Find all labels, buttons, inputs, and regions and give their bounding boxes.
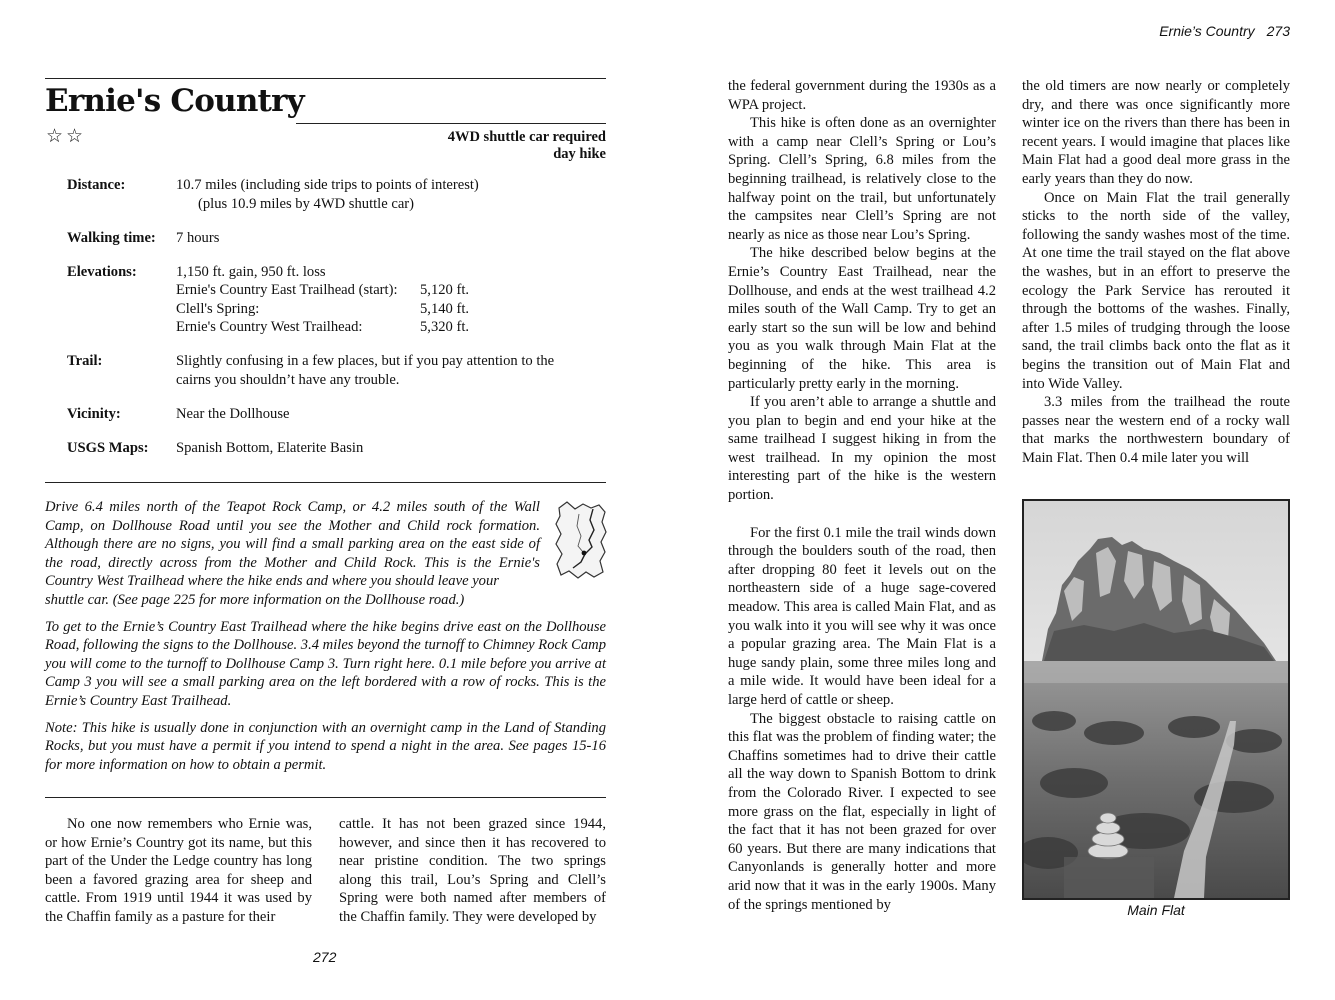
- photo-caption: Main Flat: [1127, 902, 1185, 918]
- body-column: [1022, 77, 1290, 467]
- hike-info-table: [67, 176, 627, 457]
- title-bottom-rule: [296, 123, 606, 124]
- body-paragraph: The hike described below begins at the Ernie’s Country East Trailhead, near the Dollhouse, and ends at the west trailhead 4.2 miles south of the Wall Camp. Try to get an early start so the sun will be low and behind you as you walk through Main Flat at the beginning of the hike. This area is particularly pretty early in the morning.: [728, 245, 996, 392]
- info-value: Spanish Bottom, Elaterite Basin: [176, 439, 364, 456]
- body-paragraph: cattle. It has not been grazed since 1944, however, and since then it has recovered to near pristine condition. The two springs along this trail, Lou’s Spring and Clell’s Spring were both named after members of the Chaffin family. They were developed by: [339, 816, 606, 925]
- info-value: (plus 10.9 miles by 4WD shuttle car): [198, 195, 415, 212]
- body-paragraph: If you aren’t able to arrange a shuttle and you plan to begin and end your hike at the same trailhead I suggest hiking in from the west trailhead. In my opinion the most interesting part of the hike is the western portion.: [728, 394, 996, 504]
- left-page: [0, 0, 667, 1000]
- page-number: 273: [1266, 23, 1290, 39]
- info-label: Distance:: [67, 177, 126, 193]
- running-head-title: Ernie’s Country: [1159, 23, 1255, 39]
- title-top-rule: [45, 78, 606, 79]
- info-value: Slightly confusing in a few places, but if you pay attention to the: [176, 353, 555, 369]
- elevation-point: Clell's Spring: 5,140 ft.: [176, 300, 470, 317]
- body-paragraph: the federal government during the 1930s as a WPA project.: [728, 78, 996, 113]
- landscape-photo-image: [1024, 501, 1288, 898]
- directions-paragraph: To get to the Ernie’s Country East Trailhead where the hike begins drive east on the Dollhouse Road, following the signs to the Dollhouse. 3.4 miles beyond the turnoff to Chimney Rock Camp you will come to the turnoff to Dollhouse Camp 3. Turn right here. 0.1 mile before you arrive at Camp 3 you will see a small parking area on the left bordered with a row of rocks. This is the Ernie’s Country East Trailhead.: [45, 618, 606, 709]
- shuttle-requirement: 4WD shuttle car required: [447, 129, 606, 145]
- rating-star-icon: ☆☆: [46, 125, 87, 147]
- chapter-title: Ernie's Country: [45, 83, 304, 119]
- info-row-vicinity: [67, 405, 627, 424]
- section-divider: [45, 797, 606, 798]
- info-label: Walking time:: [67, 229, 156, 246]
- section-divider: [45, 482, 606, 483]
- info-value: 1,150 ft. gain, 950 ft. loss: [176, 263, 326, 280]
- info-row-trail: [67, 352, 627, 389]
- info-row-usgs-maps: [67, 439, 627, 458]
- permit-note: Note: This hike is usually done in conjunction with an overnight camp in the Land of Standing Rocks, but you must have a permit if you intend to spend a night in the area. See pages 15-16 for more information on how to obtain a permit.: [45, 719, 606, 773]
- info-value: cairns you shouldn’t have any trouble.: [176, 371, 400, 388]
- directions-paragraph: Drive 6.4 miles north of the Teapot Rock Camp, or 4.2 miles south of the Wall Camp, on Dollhouse Road until you see the Mother and Child rock formation. Although there are no signs, you will find a small parking area on the east side of the road, directly across from the Mother and Child Rock. This is the Ernie's Country West Trailhead where the hike ends and where you should leave your shuttle car. (See page 225 for more information on the Dollhouse road.): [45, 499, 540, 608]
- info-label: Trail:: [67, 353, 103, 369]
- info-label: USGS Maps:: [67, 439, 149, 456]
- body-paragraph: No one now remembers who Ernie was, or how Ernie’s Country got its name, but this part of the Under the Ledge country has long been a favored grazing area for sheep and cattle. From 1919 until 1944 it was used by the Chaffin family as a pasture for their: [45, 816, 312, 925]
- info-label: Elevations:: [67, 263, 137, 280]
- info-value: Near the Dollhouse: [176, 405, 290, 422]
- body-column: [45, 815, 312, 927]
- elevation-point: Ernie's Country West Trailhead: 5,320 ft.: [176, 319, 470, 335]
- body-paragraph: The biggest obstacle to raising cattle on this flat was the problem of finding water; the Chaffins sometimes had to drive their cattle all the way down to Spanish Bottom to drink from the Colorado River. I expected to see more grass on the flat, especially in light of the fact that it has not been grazed for over 60 years. But there are many indications that Canyonlands is generally hotter and more arid now that it was in the early 1900s. Many of the springs mentioned by: [728, 710, 996, 913]
- body-paragraph: the old timers are now nearly or completely dry, and there was once significantly more winter ice on the rivers than there has been in recent years. I would imagine that places like Main Flat had a good deal more grass in the early years than they do now.: [1022, 78, 1290, 187]
- info-row-distance: [67, 176, 627, 213]
- directions-section: [45, 498, 606, 783]
- info-row-walking-time: [67, 229, 627, 248]
- body-paragraph: Once on Main Flat the trail generally sticks to the north side of the valley, following the sandy washes most of the time. At one time the trail stayed on the flat above the washes, but in an effort to preserve the ecology the Park Service has rerouted it through the bottoms of the washes. Finally, after 1.5 miles of trudging through the loose sand, the trail climbs back onto the flat as it begins the transition out of Main Flat and into Wide Valley.: [1022, 189, 1290, 392]
- info-value: 10.7 miles (including side trips to points of interest): [176, 177, 479, 193]
- info-row-elevations: [67, 263, 627, 337]
- main-flat-photo: [1022, 499, 1290, 900]
- running-head: [1159, 23, 1290, 39]
- right-page: [667, 0, 1335, 1000]
- page-number: 272: [313, 949, 337, 965]
- body-paragraph: This hike is often done as an overnighter with a camp near Clell’s Spring or Lou’s Spring. Clell’s Spring, 6.8 miles from the beginning trailhead, is relatively close to the halfway point on the trail, but unfortunately the campsites near Clell’s Spring are not nearly as nice as those near Lou’s Spring.: [728, 115, 996, 243]
- body-column: [728, 77, 996, 914]
- info-label: Vicinity:: [67, 405, 121, 422]
- hike-requirements: [448, 129, 606, 163]
- hike-type: day hike: [553, 146, 606, 162]
- elevation-point: Ernie's Country East Trailhead (start): 5,120 ft.: [176, 282, 470, 298]
- info-value: 7 hours: [176, 229, 220, 246]
- body-paragraph: For the first 0.1 mile the trail winds down through the boulders south of the road, then after dropping 80 feet it levels out on the northeastern side of a huge sage-covered meadow. This area is called Main Flat, and as you walk into it you will see why it was once a popular grazing area. The Main Flat is a huge sandy plain, some three miles long and a mile wide. It would have been ideal for a large herd of cattle or sheep.: [728, 524, 996, 708]
- body-column: [339, 815, 606, 927]
- body-paragraph: 3.3 miles from the trailhead the route passes near the western end of a rocky wall that marks the northwestern boundary of Main Flat. Then 0.4 mile later you will: [1022, 394, 1290, 466]
